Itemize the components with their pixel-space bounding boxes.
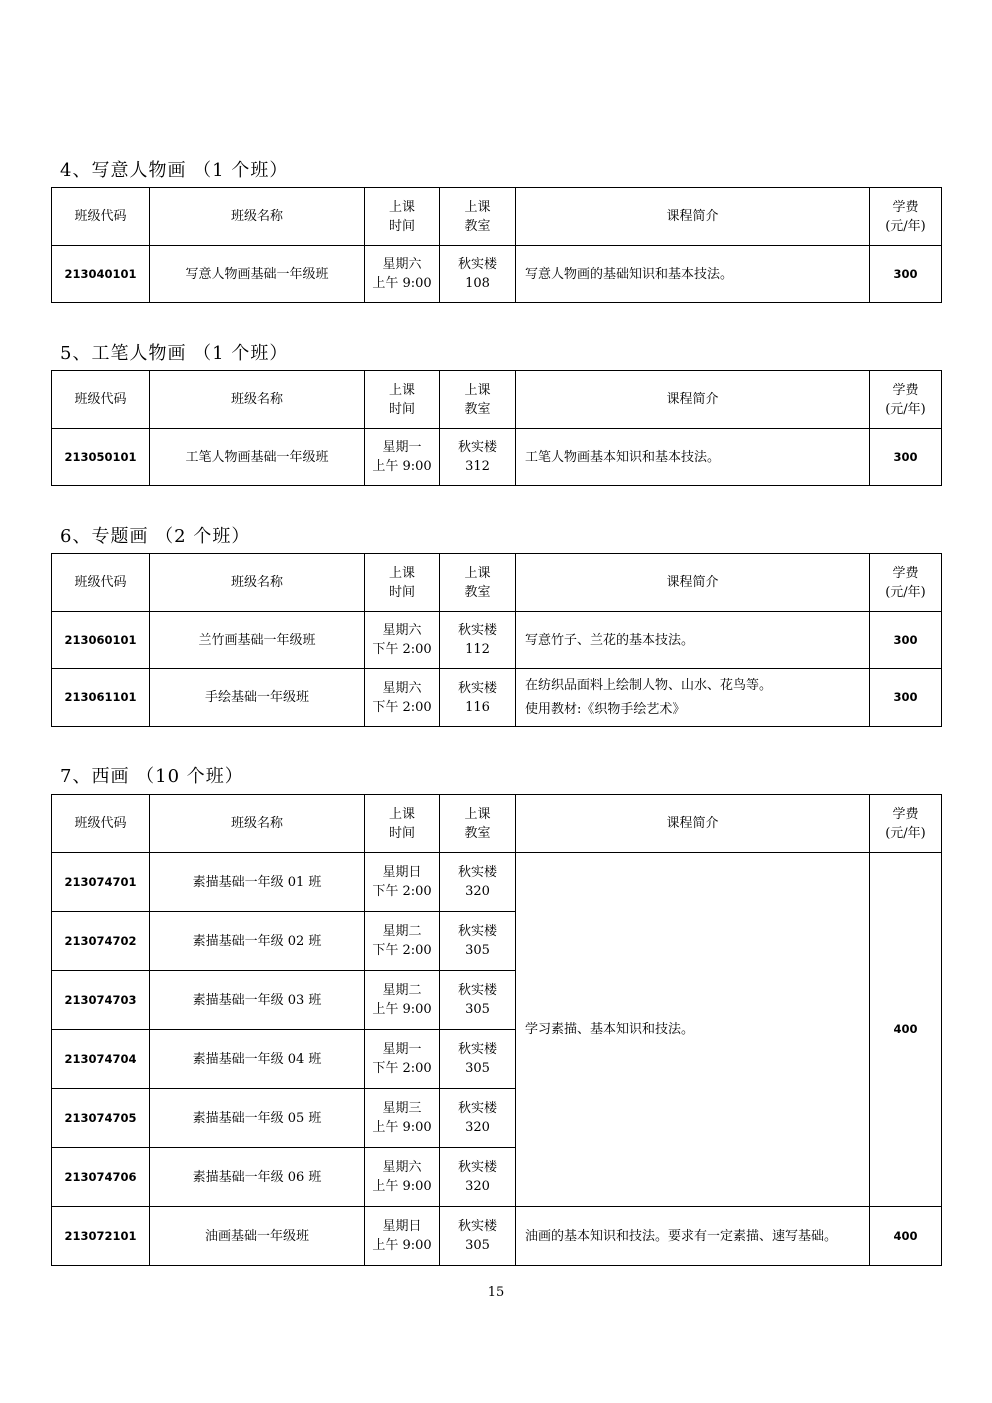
class-time: 星期日 下午 2:00 [365,853,440,912]
course-table [51,370,942,486]
class-name: 素描基础一年级 06 班 [150,1148,365,1207]
header-time: 上课 时间 [365,371,440,429]
class-code: 213050101 [52,429,150,486]
class-room: 秋实楼 320 [440,1148,516,1207]
class-fee: 400 [870,1207,942,1266]
class-desc: 写意竹子、兰花的基本技法。 [516,612,870,669]
table-row [52,853,942,912]
class-fee: 300 [870,669,942,727]
table-row [52,669,942,727]
header-desc: 课程简介 [516,795,870,853]
class-code: 213074703 [52,971,150,1030]
class-name: 素描基础一年级 01 班 [150,853,365,912]
class-name: 写意人物画基础一年级班 [150,246,365,303]
class-time: 星期一 上午 9:00 [365,429,440,486]
page-number: 15 [487,1285,505,1300]
header-room: 上课 教室 [440,188,516,246]
class-time: 星期六 下午 2:00 [365,612,440,669]
header-code: 班级代码 [52,371,150,429]
header-time: 上课 时间 [365,795,440,853]
class-name: 工笔人物画基础一年级班 [150,429,365,486]
header-code: 班级代码 [52,795,150,853]
class-code: 213074705 [52,1089,150,1148]
header-name: 班级名称 [150,188,365,246]
header-name: 班级名称 [150,371,365,429]
class-desc: 在纺织品面料上绘制人物、山水、花鸟等。 使用教材:《织物手绘艺术》 [516,669,870,727]
header-fee: 学费 (元/年) [870,371,942,429]
class-name: 手绘基础一年级班 [150,669,365,727]
class-time: 星期六 下午 2:00 [365,669,440,727]
class-code: 213061101 [52,669,150,727]
class-code: 213060101 [52,612,150,669]
class-desc: 写意人物画的基础知识和基本技法。 [516,246,870,303]
class-room: 秋实楼 305 [440,971,516,1030]
class-time: 星期二 上午 9:00 [365,971,440,1030]
class-code: 213040101 [52,246,150,303]
table-header-row [52,554,942,612]
class-room: 秋实楼 320 [440,853,516,912]
class-fee: 300 [870,612,942,669]
section-title: 5、工笔人物画 （1 个班） [60,343,289,364]
header-code: 班级代码 [52,188,150,246]
class-code: 213074706 [52,1148,150,1207]
class-name: 素描基础一年级 05 班 [150,1089,365,1148]
header-fee: 学费 (元/年) [870,795,942,853]
class-room: 秋实楼 305 [440,1207,516,1266]
header-desc: 课程简介 [516,371,870,429]
table-header-row [52,795,942,853]
class-fee: 300 [870,246,942,303]
class-code: 213074701 [52,853,150,912]
section-title: 7、西画 （10 个班） [60,766,244,787]
table-row [52,612,942,669]
class-desc: 工笔人物画基本知识和基本技法。 [516,429,870,486]
header-room: 上课 教室 [440,554,516,612]
header-time: 上课 时间 [365,188,440,246]
section-title: 4、写意人物画 （1 个班） [60,160,289,181]
table-header-row [52,188,942,246]
table-row [52,429,942,486]
course-table [51,794,942,1266]
header-desc: 课程简介 [516,188,870,246]
header-fee: 学费 (元/年) [870,188,942,246]
sketch-desc: 学习素描、基本知识和技法。 [516,853,870,1207]
header-code: 班级代码 [52,554,150,612]
class-room: 秋实楼 108 [440,246,516,303]
table-header-row [52,371,942,429]
class-room: 秋实楼 305 [440,912,516,971]
class-time: 星期一 下午 2:00 [365,1030,440,1089]
header-room: 上课 教室 [440,371,516,429]
class-name: 素描基础一年级 04 班 [150,1030,365,1089]
header-fee: 学费 (元/年) [870,554,942,612]
class-code: 213074702 [52,912,150,971]
class-room: 秋实楼 320 [440,1089,516,1148]
class-room: 秋实楼 112 [440,612,516,669]
class-time: 星期日 上午 9:00 [365,1207,440,1266]
class-time: 星期六 上午 9:00 [365,1148,440,1207]
class-code: 213074704 [52,1030,150,1089]
class-room: 秋实楼 305 [440,1030,516,1089]
header-desc: 课程简介 [516,554,870,612]
header-room: 上课 教室 [440,795,516,853]
class-name: 素描基础一年级 03 班 [150,971,365,1030]
table-row [52,1207,942,1266]
course-table [51,553,942,727]
section-title: 6、专题画 （2 个班） [60,526,251,547]
header-name: 班级名称 [150,795,365,853]
class-name: 油画基础一年级班 [150,1207,365,1266]
header-name: 班级名称 [150,554,365,612]
class-name: 素描基础一年级 02 班 [150,912,365,971]
class-room: 秋实楼 312 [440,429,516,486]
class-time: 星期三 上午 9:00 [365,1089,440,1148]
class-time: 星期六 上午 9:00 [365,246,440,303]
class-fee: 300 [870,429,942,486]
class-room: 秋实楼 116 [440,669,516,727]
class-name: 兰竹画基础一年级班 [150,612,365,669]
class-desc: 油画的基本知识和技法。要求有一定素描、速写基础。 [516,1207,870,1266]
header-time: 上课 时间 [365,554,440,612]
table-row [52,246,942,303]
course-table [51,187,942,303]
sketch-fee: 400 [870,853,942,1207]
class-code: 213072101 [52,1207,150,1266]
class-time: 星期二 下午 2:00 [365,912,440,971]
